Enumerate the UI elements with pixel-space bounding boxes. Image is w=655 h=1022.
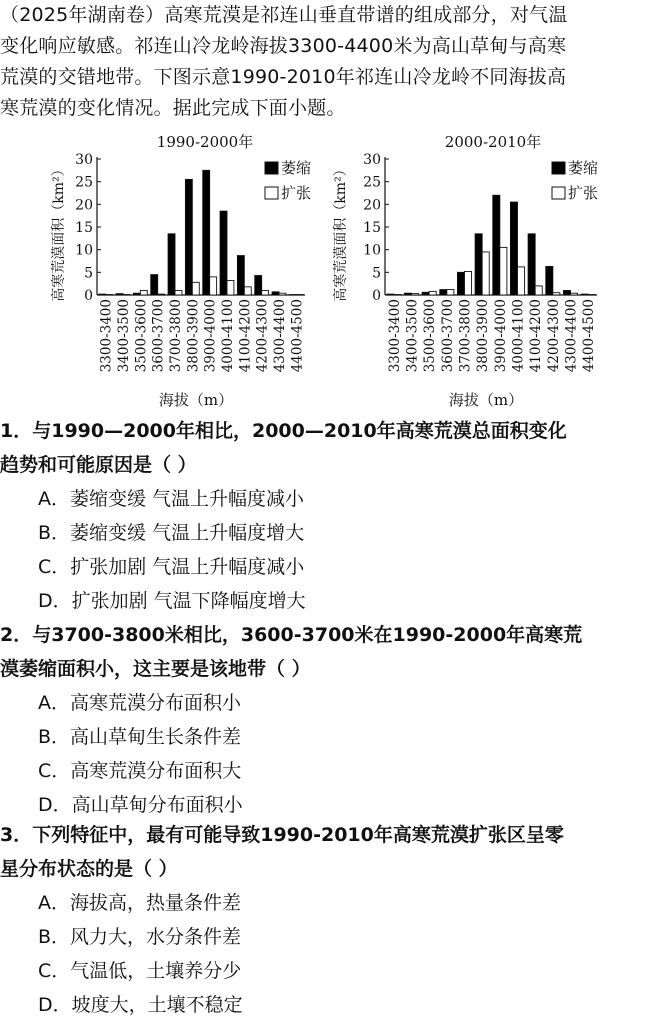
bar-expand xyxy=(244,287,251,295)
bar-shrink xyxy=(220,211,227,295)
x-tick-label: 3300-3400 xyxy=(98,299,115,373)
bar-shrink xyxy=(151,275,158,295)
bar-expand xyxy=(588,295,595,296)
x-tick-label: 3400-3500 xyxy=(404,299,421,373)
bar-expand xyxy=(412,294,419,295)
x-tick-label: 4100-4200 xyxy=(237,299,254,373)
question-title-line: 漠萎缩面积小，这主要是该地带（ ） xyxy=(0,658,311,680)
option-b[interactable]: B．高山草甸生长条件差 xyxy=(38,726,242,748)
bar-shrink xyxy=(422,292,429,295)
bar-expand xyxy=(447,290,454,295)
x-axis-label: 海拔（m） xyxy=(448,391,524,409)
bar-shrink xyxy=(510,202,517,295)
bar-shrink xyxy=(457,272,464,295)
question-1 xyxy=(0,414,655,618)
bar-shrink xyxy=(185,179,192,295)
bar-shrink xyxy=(528,234,535,295)
bar-expand xyxy=(279,293,286,295)
y-axis-label: 高寒荒漠面积（km²） xyxy=(51,162,67,302)
bar-expand xyxy=(500,247,507,295)
x-tick-label: 3400-3500 xyxy=(116,299,132,373)
bar-charts xyxy=(0,126,655,412)
y-tick-label: 10 xyxy=(75,242,93,259)
option-b[interactable]: B．萎缩变缓 气温上升幅度增大 xyxy=(38,522,305,544)
y-tick-label: 10 xyxy=(363,242,381,259)
option-d[interactable]: D．扩张加剧 气温下降幅度增大 xyxy=(38,590,306,612)
intro-paragraph xyxy=(0,0,655,124)
bar-expand xyxy=(571,293,578,295)
bar-expand xyxy=(140,290,147,295)
intro-line: 变化响应敏感。祁连山冷龙岭海拔3300-4400米为高山草甸与高寒 xyxy=(0,35,567,57)
y-tick-label: 25 xyxy=(75,174,93,191)
bar-shrink xyxy=(563,290,570,295)
y-tick-label: 30 xyxy=(75,152,93,168)
bar-expand xyxy=(175,290,182,295)
bar-shrink xyxy=(272,292,279,295)
bar-shrink xyxy=(99,294,106,295)
y-tick-label: 5 xyxy=(372,265,381,282)
bar-shrink xyxy=(440,290,447,295)
intro-line: 寒荒漠的变化情况。据此完成下面小题。 xyxy=(0,97,346,119)
x-tick-label: 4400-4500 xyxy=(581,299,598,373)
option-a[interactable]: A．高寒荒漠分布面积小 xyxy=(38,692,241,714)
intro-line: 荒漠的交错地带。下图示意1990-2010年祁连山冷龙岭不同海拔高 xyxy=(0,66,567,88)
bar-shrink xyxy=(387,294,394,295)
question-title-line: 趋势和可能原因是（ ） xyxy=(0,454,197,476)
bar-shrink xyxy=(475,234,482,295)
y-axis-label: 高寒荒漠面积（km²） xyxy=(333,162,349,302)
bar-shrink xyxy=(255,276,262,295)
bar-shrink xyxy=(404,293,411,295)
legend-label: 萎缩 xyxy=(568,159,599,177)
option-d[interactable]: D．坡度大，土壤不稳定 xyxy=(38,994,243,1016)
x-tick-label: 3600-3700 xyxy=(150,299,167,373)
x-tick-label: 4200-4300 xyxy=(545,299,562,373)
bar-expand xyxy=(227,280,234,295)
option-c[interactable]: C．扩张加剧 气温上升幅度减小 xyxy=(38,556,305,578)
bar-shrink xyxy=(203,170,210,295)
question-title-line: 1．与1990—2000年相比，2000—2010年高寒荒漠总面积变化 xyxy=(0,420,567,442)
legend-swatch xyxy=(552,187,565,199)
bar-expand xyxy=(296,295,303,296)
x-tick-label: 3800-3900 xyxy=(185,299,202,373)
bar-expand xyxy=(482,252,489,295)
bar-shrink xyxy=(133,293,140,295)
x-tick-label: 3500-3600 xyxy=(422,299,439,373)
option-c[interactable]: C．高寒荒漠分布面积大 xyxy=(38,760,242,782)
x-tick-label: 3800-3900 xyxy=(475,298,492,373)
option-a[interactable]: A．海拔高，热量条件差 xyxy=(38,892,241,914)
y-tick-label: 20 xyxy=(75,197,93,214)
legend-label: 萎缩 xyxy=(281,159,312,177)
y-tick-label: 0 xyxy=(84,288,93,304)
option-a[interactable]: A．萎缩变缓 气温上升幅度减小 xyxy=(38,488,305,510)
y-tick-label: 30 xyxy=(363,152,381,168)
bar-expand xyxy=(158,294,165,295)
y-tick-label: 20 xyxy=(363,197,381,214)
chart-1 xyxy=(50,133,311,409)
bar-shrink xyxy=(116,294,123,295)
option-d[interactable]: D．高山草甸分布面积小 xyxy=(38,794,243,816)
bar-shrink xyxy=(237,256,244,295)
bar-shrink xyxy=(546,266,553,295)
bar-shrink xyxy=(289,295,296,296)
x-tick-label: 4300-4400 xyxy=(563,299,580,373)
y-tick-label: 0 xyxy=(372,288,381,304)
bar-expand xyxy=(518,267,525,295)
legend-label: 扩张 xyxy=(568,184,599,202)
chart-2 xyxy=(332,133,598,409)
chart-title: 1990-2000年 xyxy=(156,133,254,151)
x-tick-label: 3300-3400 xyxy=(386,299,403,373)
x-tick-label: 4400-4500 xyxy=(289,299,306,373)
bar-expand xyxy=(535,286,542,295)
y-tick-label: 5 xyxy=(84,265,93,282)
option-c[interactable]: C．气温低，土壤养分少 xyxy=(38,960,242,982)
x-tick-label: 4300-4400 xyxy=(272,299,288,373)
x-tick-label: 3700-3800 xyxy=(457,299,474,373)
x-tick-label: 4000-4100 xyxy=(220,299,236,373)
bar-shrink xyxy=(581,294,588,295)
x-tick-label: 3500-3600 xyxy=(133,299,150,373)
bar-shrink xyxy=(493,195,500,295)
intro-line: （2025年湖南卷）高寒荒漠是祁连山垂直带谱的组成部分，对气温 xyxy=(0,4,568,26)
bar-expand xyxy=(553,293,560,295)
bar-expand xyxy=(429,291,436,295)
legend-swatch xyxy=(265,187,278,199)
y-tick-label: 15 xyxy=(363,220,381,236)
question-title-line: 2．与3700-3800米相比，3600-3700米在1990-2000年高寒荒 xyxy=(0,624,583,646)
option-b[interactable]: B．风力大，水分条件差 xyxy=(38,926,242,948)
x-tick-label: 3900-4000 xyxy=(202,299,219,373)
bar-expand xyxy=(465,271,472,295)
bar-expand xyxy=(394,295,401,296)
y-tick-label: 25 xyxy=(363,174,381,191)
y-tick-label: 15 xyxy=(75,220,93,236)
x-tick-label: 3900-4000 xyxy=(492,299,509,373)
question-title-line: 星分布状态的是（ ） xyxy=(0,858,178,880)
legend-label: 扩张 xyxy=(281,184,312,202)
bar-expand xyxy=(210,277,217,295)
x-tick-label: 4100-4200 xyxy=(528,299,545,373)
bar-expand xyxy=(192,282,199,295)
bar-expand xyxy=(123,295,130,296)
x-axis-label: 海拔（m） xyxy=(158,391,234,409)
chart-title: 2000-2010年 xyxy=(444,133,542,151)
x-tick-label: 4200-4300 xyxy=(254,299,271,373)
legend-swatch xyxy=(265,162,278,174)
x-tick-label: 3600-3700 xyxy=(439,299,456,373)
question-3 xyxy=(0,818,655,1022)
x-tick-label: 3700-3800 xyxy=(168,299,184,373)
bar-shrink xyxy=(168,234,175,295)
question-title-line: 3．下列特征中，最有可能导致1990-2010年高寒荒漠扩张区呈零 xyxy=(0,824,564,846)
x-tick-label: 4000-4100 xyxy=(510,299,527,373)
bar-expand xyxy=(262,290,269,295)
question-2 xyxy=(0,618,655,822)
bar-expand xyxy=(106,295,113,296)
legend-swatch xyxy=(552,162,565,174)
